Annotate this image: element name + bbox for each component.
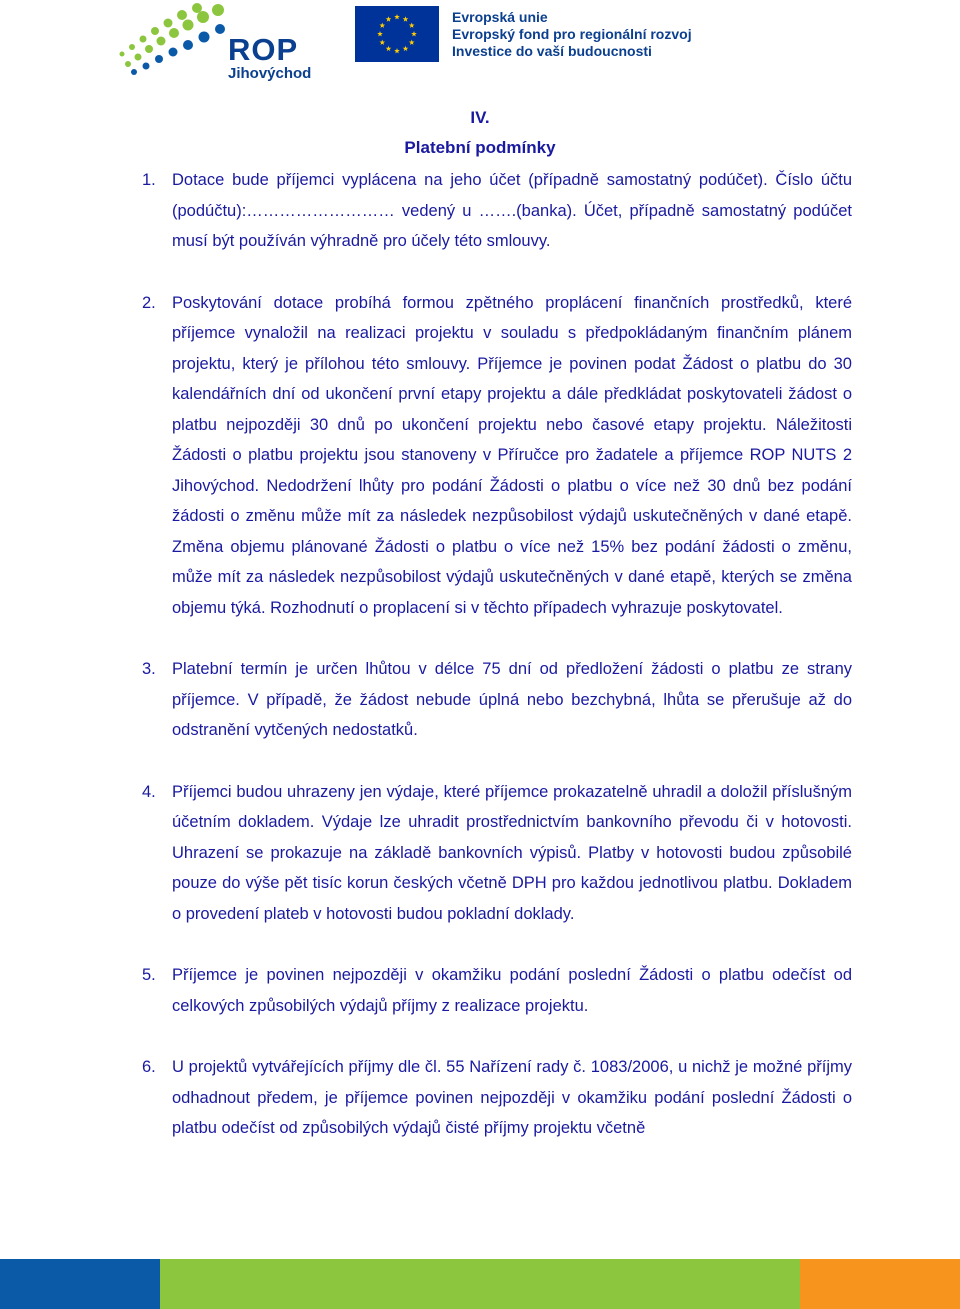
eu-logo-text	[452, 9, 692, 60]
clause-text: Příjemce je povinen nejpozději v okamžiku podání poslední Žádosti o platbu odečíst od celkových způsobilých výdajů příjmy z realizace projektu.	[172, 966, 852, 1015]
clause-number: 5.	[142, 966, 156, 984]
rop-dots-icon	[108, 2, 228, 82]
eu-flag-icon	[355, 6, 439, 62]
clause-number: 4.	[142, 782, 156, 801]
clause-number: 3.	[142, 660, 156, 678]
section-title: Platební podmínky	[404, 138, 556, 157]
footer-bar-orange	[800, 1259, 960, 1309]
page-header	[0, 0, 960, 95]
eu-logo	[355, 6, 692, 64]
clause	[142, 654, 852, 746]
clause-number: 2.	[142, 293, 156, 312]
clause-number: 6.	[142, 1058, 156, 1076]
rop-logo-region: Jihovýchod	[228, 65, 312, 82]
footer-bar-blue	[0, 1259, 160, 1309]
eu-logo-line: Evropská unie	[452, 9, 548, 25]
clause-text: Platební termín je určen lhůtou v délce 75 dní od předložení žádosti o platbu ze strany příjemce. V případě, že žádost nebude úplná nebo bezchybná, lhůta se přerušuje až do odstranění vytčených nedostatků.	[172, 660, 852, 739]
clause-text: Poskytování dotace probíhá formou zpětného proplácení finančních prostředků, které příjemce vynaložil na realizaci projektu v souladu s předpokládaným finančním plánem projektu, který je přílohou této smlouvy. Příjemce je povinen podat Žádost o platbu do 30 kalendářních dní od ukončení první etapy projektu a dále předkládat poskytovateli žádost o platbu nejpozději 30 dnů po ukončení projektu nebo časové etapy projektu. Náležitosti Žádosti o platbu projektu jsou stanoveny v Příručce pro žadatele a příjemce ROP NUTS 2 Jihovýchod. Nedodržení lhůty pro podání Žádosti o platbu o více než 30 dnů bez podání žádosti o změnu může mít za následek nezpůsobilost výdajů uskutečněných v dané etapě. Změna objemu plánované Žádosti o platbu o více než 15% bez podání žádosti o změnu, může mít za následek nezpůsobilost výdajů uskutečněných v dané etapě, kterých se změna objemu týká. Rozhodnutí o proplacení si v těchto případech vyhrazuje poskytovatel.	[172, 293, 852, 617]
clause-number: 1.	[142, 171, 156, 189]
clause	[142, 777, 852, 930]
rop-logo	[108, 2, 318, 87]
footer-color-bar	[0, 1259, 960, 1309]
clause-list	[142, 165, 852, 1175]
clause	[142, 1052, 852, 1144]
rop-logo-name: ROP	[228, 32, 299, 67]
footer-bar-green	[160, 1259, 800, 1309]
clause	[142, 960, 852, 1021]
eu-logo-line: Evropský fond pro regionální rozvoj	[452, 26, 692, 42]
clause-text: Příjemci budou uhrazeny jen výdaje, které příjemce prokazatelně uhradil a doložil příslušným účetním dokladem. Výdaje lze uhradit prostřednictvím bankovního převodu či v hotovosti. Uhrazení se prokazuje na základě bankovních výpisů. Platby v hotovosti budou způsobilé pouze do výše pět tisíc korun českých včetně DPH pro každou jednotlivou platbu. Dokladem o provedení plateb v hotovosti budou pokladní doklady.	[172, 782, 852, 923]
eu-logo-line: Investice do vaší budoucnosti	[452, 43, 652, 59]
section-number: IV.	[470, 108, 490, 127]
clause-text: U projektů vytvářejících příjmy dle čl. 55 Nařízení rady č. 1083/2006, u nichž je možné příjmy odhadnout předem, je příjemce povinen nejpozději v okamžiku podání poslední Žádosti o platbu odečíst od způsobilých výdajů čisté příjmy projektu včetně	[172, 1058, 852, 1137]
clause	[142, 165, 852, 257]
clause	[142, 288, 852, 624]
clause-text: Dotace bude příjemci vyplácena na jeho účet (případně samostatný podúčet). Číslo účtu (podúčtu):……………………… vedený u …….(banka). Účet, případně samostatný podúčet musí být používán výhradně pro účely této smlouvy.	[172, 171, 852, 250]
